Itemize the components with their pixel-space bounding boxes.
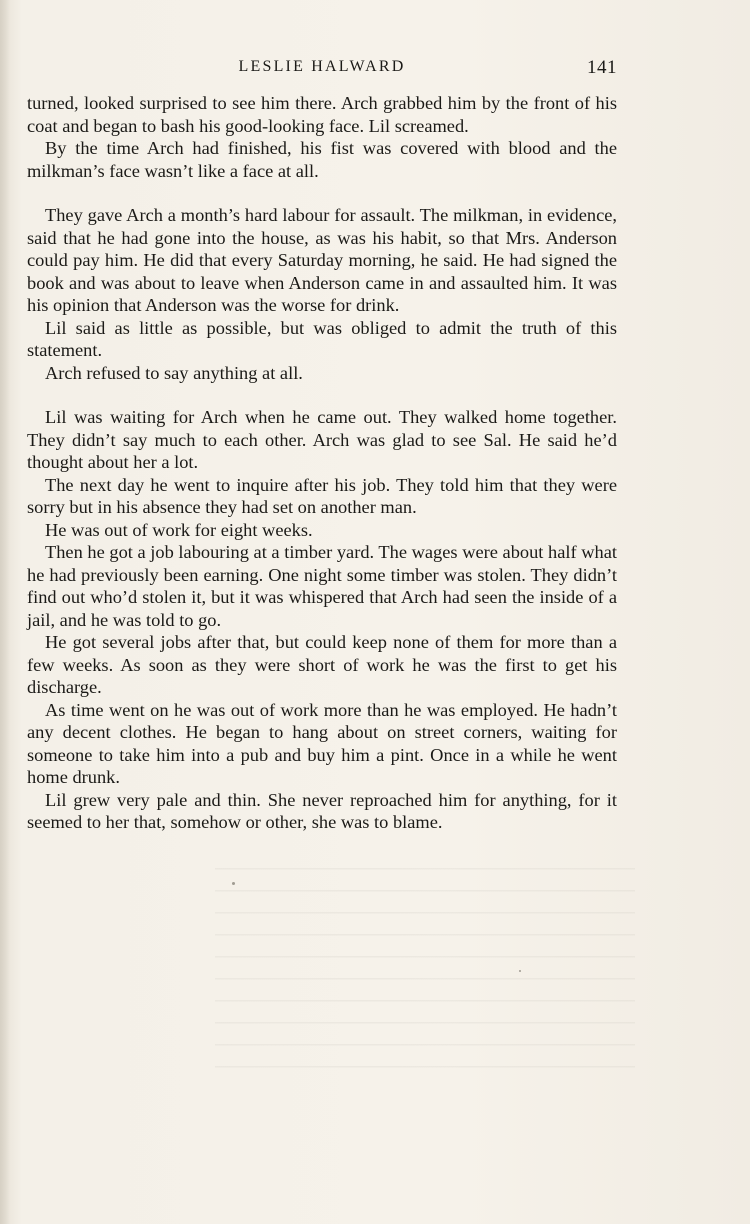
paragraph-6: Lil was waiting for Arch when he came out. They walked home together. They didn’t say much to each other. Arch was glad to see Sal. He said he’d thought about her a lot. <box>27 407 617 472</box>
paper-speck <box>232 882 235 885</box>
paragraph-1: turned, looked surprised to see him there. Arch grabbed him by the front of his coat and began to bash his good-looking face. Lil screamed. <box>27 93 617 136</box>
paragraph-8: He was out of work for eight weeks. <box>45 519 313 540</box>
page-number: 141 <box>587 57 617 78</box>
paragraph-10: He got several jobs after that, but could keep none of them for more than a few weeks. As soon as they were short of work he was the first to get his discharge. <box>27 632 617 697</box>
paragraph-5: Arch refused to say anything at all. <box>45 362 303 383</box>
running-head <box>27 58 617 82</box>
paragraph-2: By the time Arch had finished, his fist was covered with blood and the milkman’s face wasn’t like a face at all. <box>27 138 617 181</box>
paragraph-7: The next day he went to inquire after his job. They told him that they were sorry but in his absence they had set on another man. <box>27 474 617 517</box>
paragraph-4: Lil said as little as possible, but was obliged to admit the truth of this statement. <box>27 317 617 360</box>
page-gutter-shadow <box>0 0 10 1224</box>
paragraph-9: Then he got a job labouring at a timber yard. The wages were about half what he had previously been earning. One night some timber was stolen. They didn’t find out who’d stolen it, but it was whispered that Arch had seen the inside of a jail, and he was told to go. <box>27 542 617 630</box>
paper-speck <box>519 970 521 972</box>
body-text <box>27 92 617 834</box>
running-title: LESLIE HALWARD <box>238 58 406 75</box>
paragraph-3: They gave Arch a month’s hard labour for assault. The milkman, in evidence, said that he had gone into the house, as was his habit, so that Mrs. Anderson could pay him. He did that every Saturday morning, he said. He had signed the book and was about to leave when Anderson came in and assaulted him. It was his opinion that Anderson was the worse for drink. <box>27 205 617 315</box>
paragraph-12: Lil grew very pale and thin. She never reproached him for anything, for it seemed to her that, somehow or other, she was to blame. <box>27 789 617 832</box>
show-through-text <box>215 868 635 1068</box>
paragraph-11: As time went on he was out of work more than he was employed. He hadn’t any decent clothes. He began to hang about on street corners, waiting for someone to take him into a pub and buy him a pint. Once in a while he went home drunk. <box>27 699 617 787</box>
